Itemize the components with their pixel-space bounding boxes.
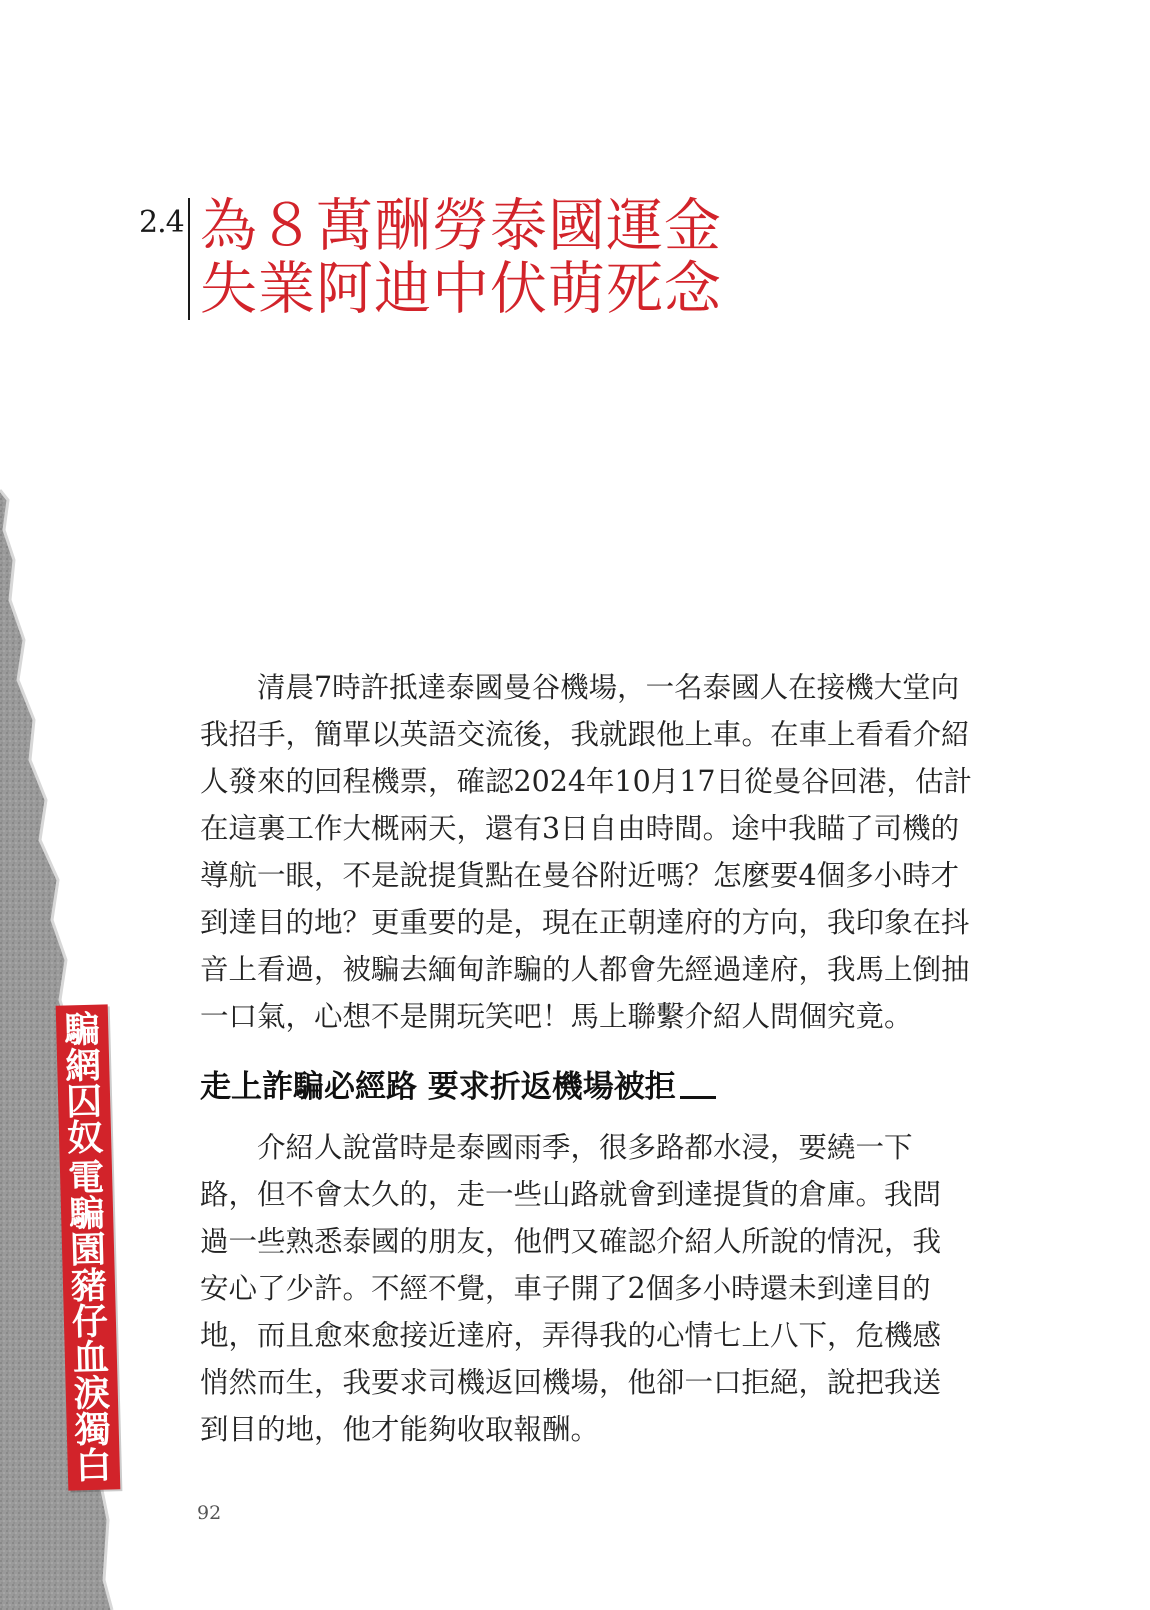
paragraph-line: 到達目的地？更重要的是，現在正朝達府的方向，我印象在抖 bbox=[200, 906, 970, 939]
chapter-title-line-2: 失業阿迪中伏萌死念 bbox=[200, 256, 722, 322]
side-tab-char: 囚 bbox=[65, 1081, 103, 1124]
title-divider bbox=[188, 198, 190, 320]
side-tab-char: 仔 bbox=[71, 1301, 109, 1344]
paragraph-line: 介紹人說當時是泰國雨季，很多路都水浸，要繞一下 bbox=[257, 1131, 913, 1164]
paragraph-line: 一口氣，心想不是開玩笑吧！馬上聯繫介紹人問個究竟。 bbox=[200, 1000, 913, 1033]
paragraph-line: 人發來的回程機票，確認2024年10月17日從曼谷回港，估計 bbox=[200, 765, 973, 798]
section-subheading bbox=[200, 1061, 716, 1106]
side-tab-char: 獨 bbox=[74, 1409, 112, 1452]
side-tab-char: 網 bbox=[64, 1045, 102, 1088]
paragraph-line: 悄然而生，我要求司機返回機場，他卻一口拒絕，說把我送 bbox=[200, 1366, 942, 1399]
side-tab-char: 騙 bbox=[68, 1193, 106, 1236]
chapter-title bbox=[200, 195, 722, 321]
paragraph-line: 導航一眼，不是說提貨點在曼谷附近嗎？怎麼要4個多小時才 bbox=[200, 859, 960, 892]
side-tab-char: 電 bbox=[67, 1157, 105, 1200]
side-tab-char: 豬 bbox=[70, 1265, 108, 1308]
paragraph-line: 安心了少許。不經不覺，車子開了2個多小時還未到達目的 bbox=[200, 1272, 931, 1305]
paragraph-line: 路，但不會太久的，走一些山路就會到達提貨的倉庫。我問 bbox=[200, 1178, 942, 1211]
paragraph-line: 到目的地，他才能夠收取報酬。 bbox=[200, 1413, 600, 1446]
chapter-number: 2.4 bbox=[139, 205, 184, 240]
side-tab-char: 園 bbox=[69, 1229, 107, 1272]
side-tab-char: 騙 bbox=[63, 1009, 101, 1052]
side-tab-char: 奴 bbox=[66, 1117, 104, 1160]
subheading-underline bbox=[680, 1096, 716, 1099]
side-tab-char: 淚 bbox=[73, 1373, 111, 1416]
paragraph-line: 過一些熟悉泰國的朋友，他們又確認介紹人所說的情況，我 bbox=[200, 1225, 942, 1258]
paragraph-line: 清晨7時許抵達泰國曼谷機場，一名泰國人在接機大堂向 bbox=[257, 671, 960, 704]
paragraph-line: 我招手，簡單以英語交流後，我就跟他上車。在車上看看介紹 bbox=[200, 718, 970, 751]
chapter-title-line-1: 為８萬酬勞泰國運金 bbox=[200, 193, 722, 259]
paragraph-line: 音上看過，被騙去緬甸詐騙的人都會先經過達府，我馬上倒抽 bbox=[200, 953, 970, 986]
page-number: 92 bbox=[197, 1502, 222, 1524]
paragraph-line: 在這裏工作大概兩天，還有3日自由時間。途中我瞄了司機的 bbox=[200, 812, 960, 845]
paragraph-line: 地，而且愈來愈接近達府，弄得我的心情七上八下，危機感 bbox=[200, 1319, 942, 1352]
body-paragraph-2 bbox=[200, 1124, 950, 1453]
side-tab-char: 白 bbox=[75, 1445, 113, 1488]
body-paragraph-1 bbox=[200, 664, 973, 1040]
subheading-text: 走上詐騙必經路 要求折返機場被拒 bbox=[200, 1069, 676, 1105]
side-tab-char: 血 bbox=[72, 1337, 110, 1380]
